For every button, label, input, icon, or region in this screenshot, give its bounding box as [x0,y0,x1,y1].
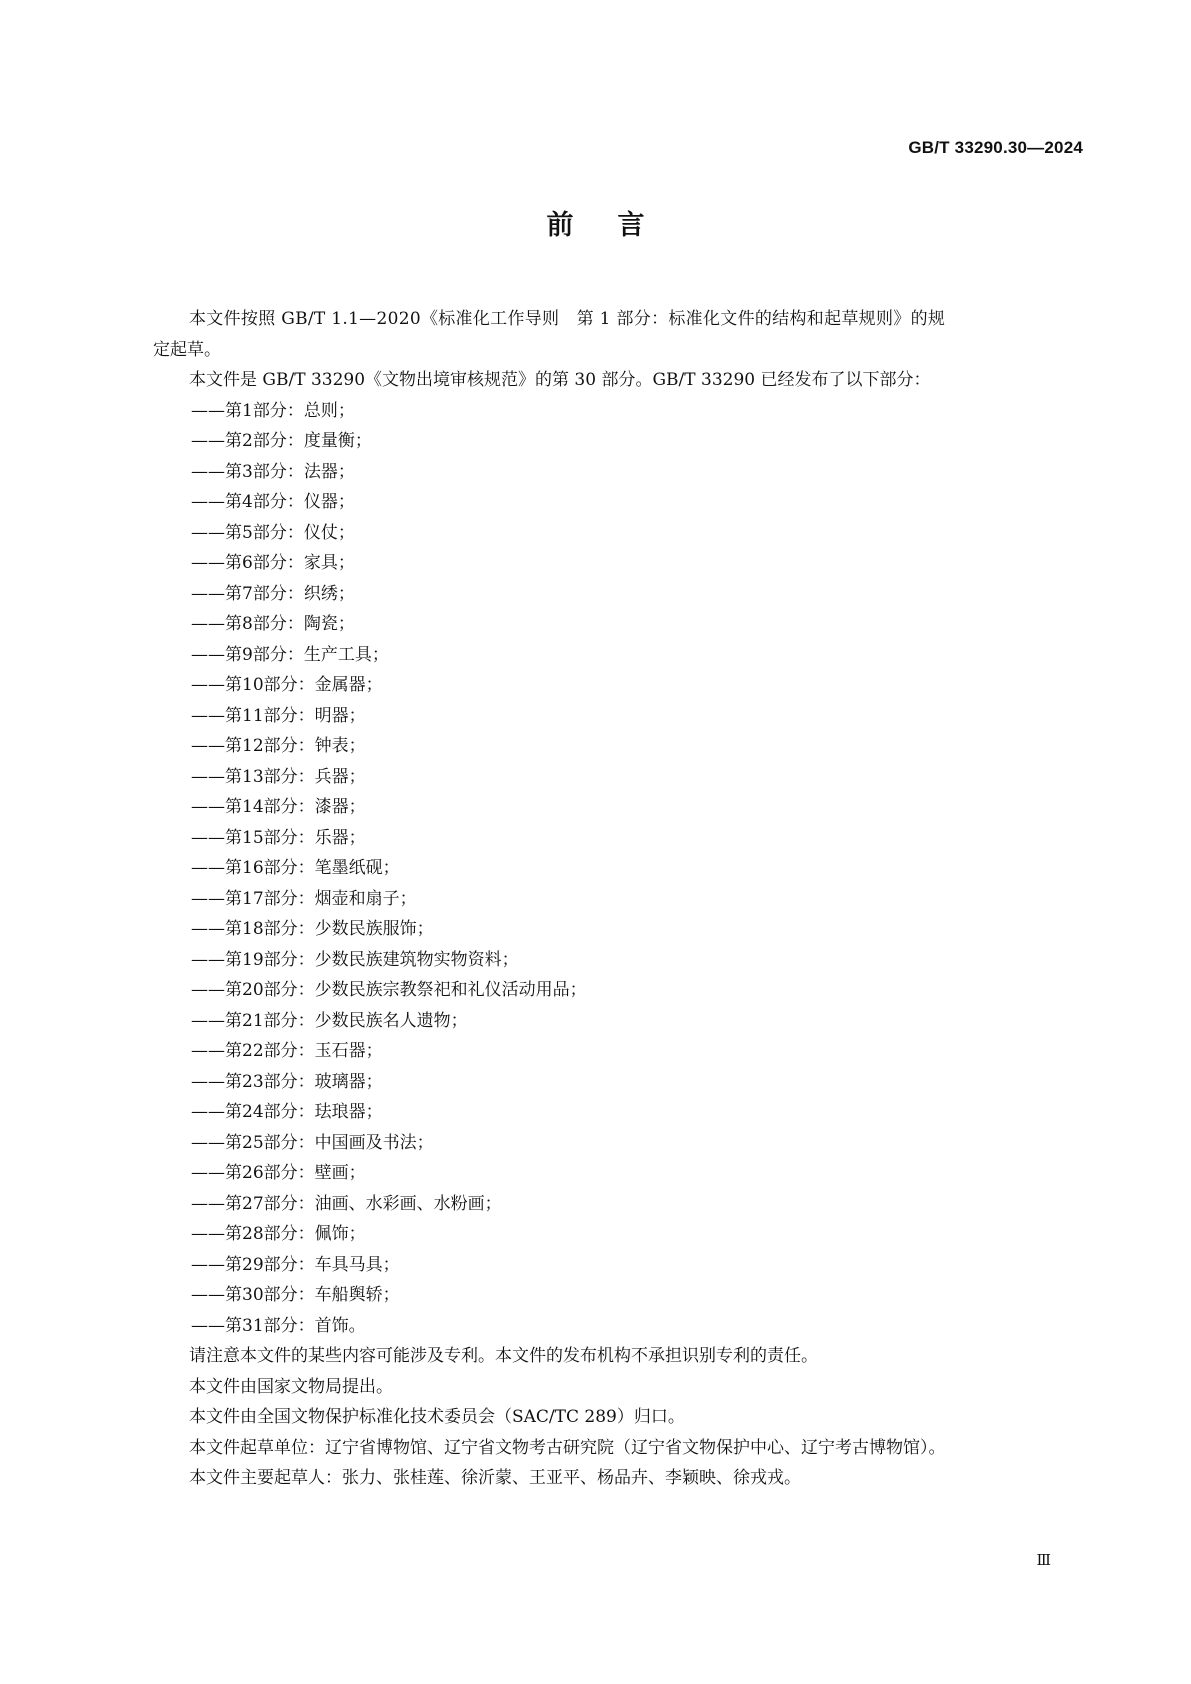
paragraph-patent-notice: 请注意本文件的某些内容可能涉及专利。本文件的发布机构不承担识别专利的责任。 [189,1346,818,1366]
parts-list [153,396,1083,1342]
list-item: ——第31部分：首饰。 [191,1315,366,1336]
list-item: ——第10部分：金属器； [191,675,383,695]
paragraph-drafting-rules-line-2: 定起草。 [153,339,221,360]
list-item: ——第25部分：中国画及书法； [191,1132,434,1153]
list-item: ——第30部分：车船舆轿； [191,1285,400,1305]
page-number: Ⅲ [1036,1551,1051,1569]
foreword-body [153,304,1083,1494]
list-item: ——第11部分：明器； [191,705,366,726]
list-item: ——第19部分：少数民族建筑物实物资料； [191,949,519,970]
list-item: ——第6部分：家具； [191,553,355,573]
paragraph-drafting-rules-line-1: 本文件按照 GB/T 1.1—2020《标准化工作导则 第 1 部分：标准化文件的结构和起草规则》的规 [189,309,946,329]
list-item: ——第14部分：漆器； [191,797,366,817]
list-item: ——第16部分：笔墨纸砚； [191,858,400,878]
page-title: 前言 [546,210,689,241]
list-item: ——第28部分：佩饰； [191,1224,366,1244]
document-number: GB/T 33290.30—2024 [908,138,1083,157]
list-item: ——第26部分：壁画； [191,1163,366,1183]
list-item: ——第17部分：烟壶和扇子； [191,888,417,909]
list-item: ——第12部分：钟表； [191,736,366,756]
paragraph-series-intro: 本文件是 GB/T 33290《文物出境审核规范》的第 30 部分。GB/T 33290 已经发布了以下部分： [189,370,931,390]
list-item: ——第29部分：车具马具； [191,1254,400,1275]
paragraph-drafters: 本文件主要起草人：张力、张桂莲、徐沂蒙、王亚平、杨品卉、李颖映、徐戎戎。 [189,1468,801,1488]
paragraph-committee: 本文件由全国文物保护标准化技术委员会（SAC/TC 289）归口。 [189,1407,685,1427]
paragraph-proposer: 本文件由国家文物局提出。 [189,1376,393,1397]
list-item: ——第8部分：陶瓷； [191,614,355,634]
list-item: ——第3部分：法器； [191,461,355,482]
list-item: ——第20部分：少数民族宗教祭祀和礼仪活动用品； [191,980,587,1000]
paragraph-drafting-units: 本文件起草单位：辽宁省博物馆、辽宁省文物考古研究院（辽宁省文物保护中心、辽宁考古博物馆）。 [189,1437,946,1458]
list-item: ——第15部分：乐器； [191,827,366,848]
list-item: ——第5部分：仪仗； [191,522,355,543]
list-item: ——第4部分：仪器； [191,492,355,512]
list-item: ——第9部分：生产工具； [191,644,389,665]
list-item: ——第18部分：少数民族服饰； [191,919,434,939]
list-item: ——第24部分：珐琅器； [191,1102,383,1122]
list-item: ——第7部分：织绣； [191,583,355,604]
list-item: ——第22部分：玉石器； [191,1041,383,1061]
list-item: ——第21部分：少数民族名人遗物； [191,1010,468,1031]
list-item: ——第27部分：油画、水彩画、水粉画； [191,1193,502,1214]
list-item: ——第23部分：玻璃器； [191,1071,383,1092]
list-item: ——第2部分：度量衡； [191,431,372,451]
list-item: ——第13部分：兵器； [191,766,366,787]
list-item: ——第1部分：总则； [191,400,355,421]
